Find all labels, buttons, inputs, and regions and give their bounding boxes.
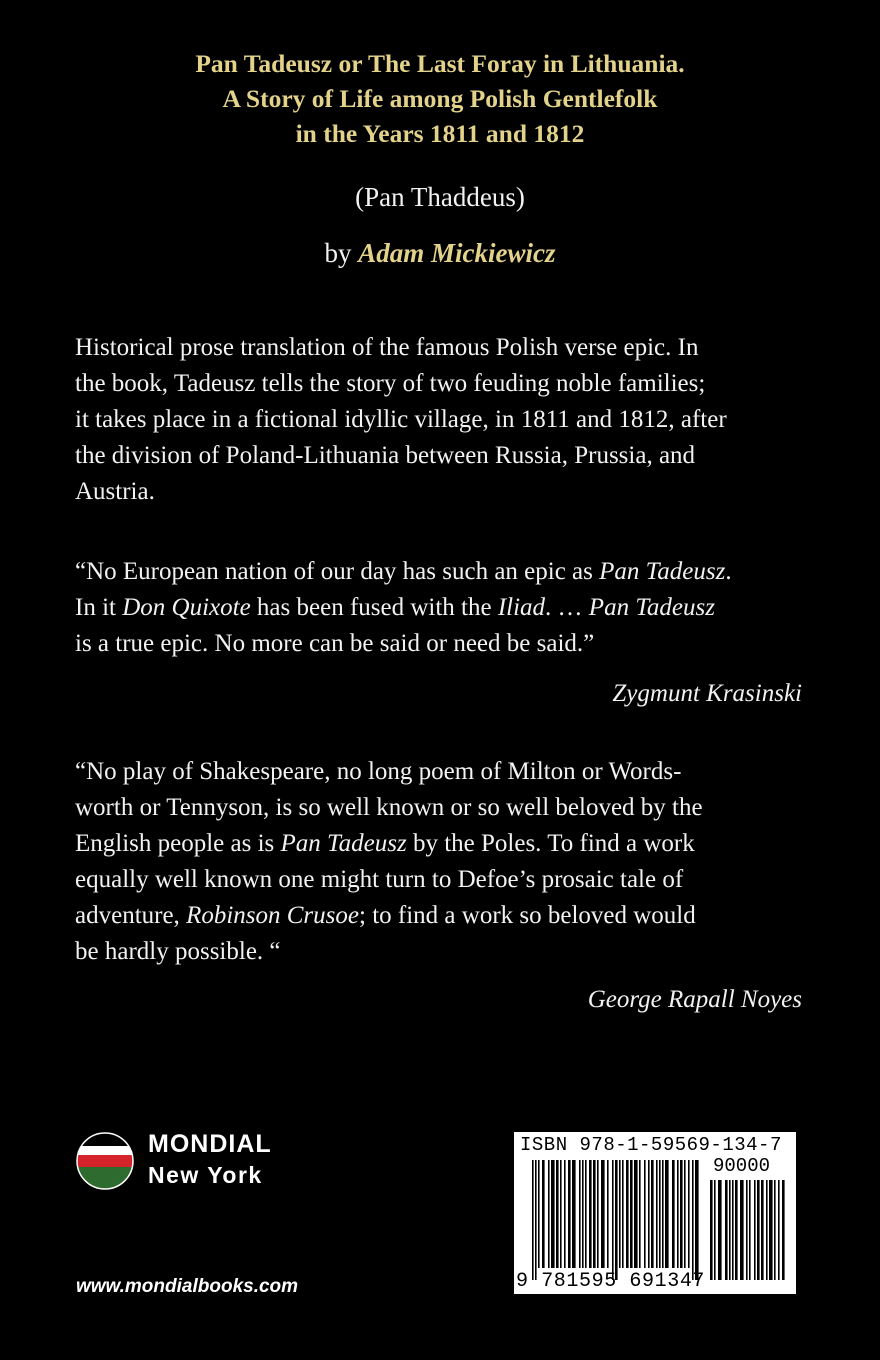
barcode-bar xyxy=(761,1180,764,1280)
barcode-bar xyxy=(579,1160,581,1268)
barcode-bar xyxy=(644,1160,646,1268)
barcode-bar xyxy=(754,1180,756,1280)
barcode-bar xyxy=(672,1160,675,1268)
quote-noyes xyxy=(75,754,805,970)
barcode-bar xyxy=(665,1160,669,1268)
quote-text: by the Poles. To find a work xyxy=(406,830,695,857)
barcode-bar xyxy=(582,1160,584,1268)
barcode-bar xyxy=(538,1160,540,1268)
barcode-bar xyxy=(548,1160,550,1268)
barcode-bar xyxy=(769,1180,773,1280)
description-line: Historical prose translation of the famous Polish verse epic. In xyxy=(75,334,699,361)
barcode-bar xyxy=(542,1160,545,1268)
barcode-bar xyxy=(648,1160,650,1268)
publisher-name: MONDIAL xyxy=(148,1130,272,1158)
quote-italic: Robinson Crusoe xyxy=(186,902,359,929)
barcode-bar xyxy=(593,1160,596,1268)
barcode-bar xyxy=(535,1160,537,1280)
quote-line: equally well known one might turn to Defoe’s prosaic tale of xyxy=(75,866,684,893)
publisher-website[interactable]: www.mondialbooks.com xyxy=(76,1276,299,1297)
barcode-bar xyxy=(725,1180,728,1280)
quote-italic: Iliad xyxy=(497,594,546,621)
isbn-number: ISBN 978-1-59569-134-7 xyxy=(520,1134,782,1156)
barcode-bar xyxy=(656,1160,658,1268)
quote-italic: Pan Tadeusz xyxy=(599,558,726,585)
quote-text: . xyxy=(725,558,732,585)
by-prefix: by xyxy=(324,238,352,268)
barcode-bar xyxy=(612,1160,614,1280)
quote-text: ; to find a work so beloved would xyxy=(359,902,696,929)
barcode-bar xyxy=(568,1160,571,1268)
barcode-bar xyxy=(740,1180,744,1280)
quote-line: worth or Tennyson, is so well known or so well beloved by the xyxy=(75,794,703,821)
title-line-1: Pan Tadeusz or The Last Foray in Lithuania. xyxy=(195,49,685,78)
barcode-bar xyxy=(619,1160,621,1268)
quote-text: In it xyxy=(75,594,123,621)
barcode-bar xyxy=(692,1160,694,1280)
quote-text: adventure, xyxy=(75,902,187,929)
attribution-noyes: George Rapall Noyes xyxy=(587,986,802,1013)
price-addon: 90000 xyxy=(713,1155,771,1177)
barcode-bar xyxy=(659,1160,661,1268)
quote-text: English people as is xyxy=(75,830,281,857)
barcode-bar xyxy=(729,1180,731,1280)
quote-krasinski xyxy=(75,554,805,662)
author-name: Adam Mickiewicz xyxy=(358,238,556,268)
quote-line xyxy=(75,898,805,934)
description-line: the division of Poland-Lithuania between Russia, Prussia, and xyxy=(75,442,696,469)
barcode-bar xyxy=(634,1160,638,1268)
description-paragraph xyxy=(75,330,805,510)
barcode-bar xyxy=(774,1180,776,1280)
barcode-bar xyxy=(532,1160,534,1280)
barcode-bar xyxy=(680,1160,683,1268)
barcode-bar xyxy=(718,1180,722,1280)
quote-text: “No European nation of our day has such an epic as xyxy=(75,558,600,585)
description-line: the book, Tadeusz tells the story of two feuding noble families; xyxy=(75,370,706,397)
barcode-bar xyxy=(684,1160,686,1268)
ean-digits: 9 781595 691347 xyxy=(516,1270,706,1293)
barcode-bar xyxy=(585,1160,587,1268)
publisher-city: New York xyxy=(148,1162,263,1188)
barcode-bar xyxy=(735,1180,738,1280)
description-line: Austria. xyxy=(75,478,155,505)
quote-text: . … xyxy=(545,594,589,621)
quote-line: is a true epic. No more can be said or need be said.” xyxy=(75,630,595,657)
mondial-logo-icon xyxy=(76,1132,134,1190)
barcode-bar xyxy=(556,1160,559,1268)
barcode-bar xyxy=(607,1160,609,1268)
barcode-bar xyxy=(710,1180,713,1280)
barcode-bar xyxy=(695,1160,699,1280)
quote-italic: Pan Tadeusz xyxy=(280,830,407,857)
barcode-bar xyxy=(639,1160,641,1268)
barcode-bar xyxy=(630,1160,633,1268)
barcode-bar xyxy=(746,1180,748,1280)
barcode-bar xyxy=(601,1160,605,1268)
quote-line: be hardly possible. “ xyxy=(75,938,281,965)
barcode-bar xyxy=(564,1160,566,1268)
barcode-bar xyxy=(662,1160,664,1268)
barcode-bar xyxy=(677,1160,679,1268)
barcode-bar xyxy=(782,1180,785,1280)
barcode-bar xyxy=(732,1180,734,1280)
barcode-bar xyxy=(551,1160,555,1268)
barcode-bar xyxy=(626,1160,629,1268)
barcode-bar xyxy=(597,1160,599,1268)
barcode-bar xyxy=(651,1160,654,1268)
quote-line xyxy=(75,590,805,626)
book-title xyxy=(0,46,880,151)
attribution-krasinski: Zygmunt Krasinski xyxy=(612,680,802,707)
barcode-bar xyxy=(560,1160,562,1268)
isbn-barcode xyxy=(514,1132,796,1294)
barcode-bar xyxy=(766,1180,768,1280)
quote-italic: Don Quixote xyxy=(122,594,251,621)
quote-text: has been fused with the xyxy=(250,594,498,621)
barcode-bar xyxy=(778,1180,780,1280)
barcode-bar xyxy=(622,1160,624,1268)
barcode-bar xyxy=(714,1180,716,1280)
barcode-bar xyxy=(615,1160,618,1280)
byline xyxy=(0,238,880,269)
alt-title: (Pan Thaddeus) xyxy=(355,182,525,212)
barcode-bar xyxy=(572,1160,576,1268)
barcode-bar xyxy=(688,1160,690,1268)
title-line-2: A Story of Life among Polish Gentlefolk xyxy=(222,84,658,113)
description-line: it takes place in a fictional idyllic village, in 1811 and 1812, after xyxy=(75,406,727,433)
barcode-bar xyxy=(757,1180,760,1280)
quote-line: “No play of Shakespeare, no long poem of Milton or Words- xyxy=(75,758,682,785)
title-line-3: in the Years 1811 and 1812 xyxy=(295,119,585,148)
quote-italic: Pan Tadeusz xyxy=(588,594,715,621)
quote-line xyxy=(75,554,805,590)
barcode-bar xyxy=(589,1160,592,1268)
quote-line xyxy=(75,826,805,862)
barcode-bar xyxy=(749,1180,751,1280)
